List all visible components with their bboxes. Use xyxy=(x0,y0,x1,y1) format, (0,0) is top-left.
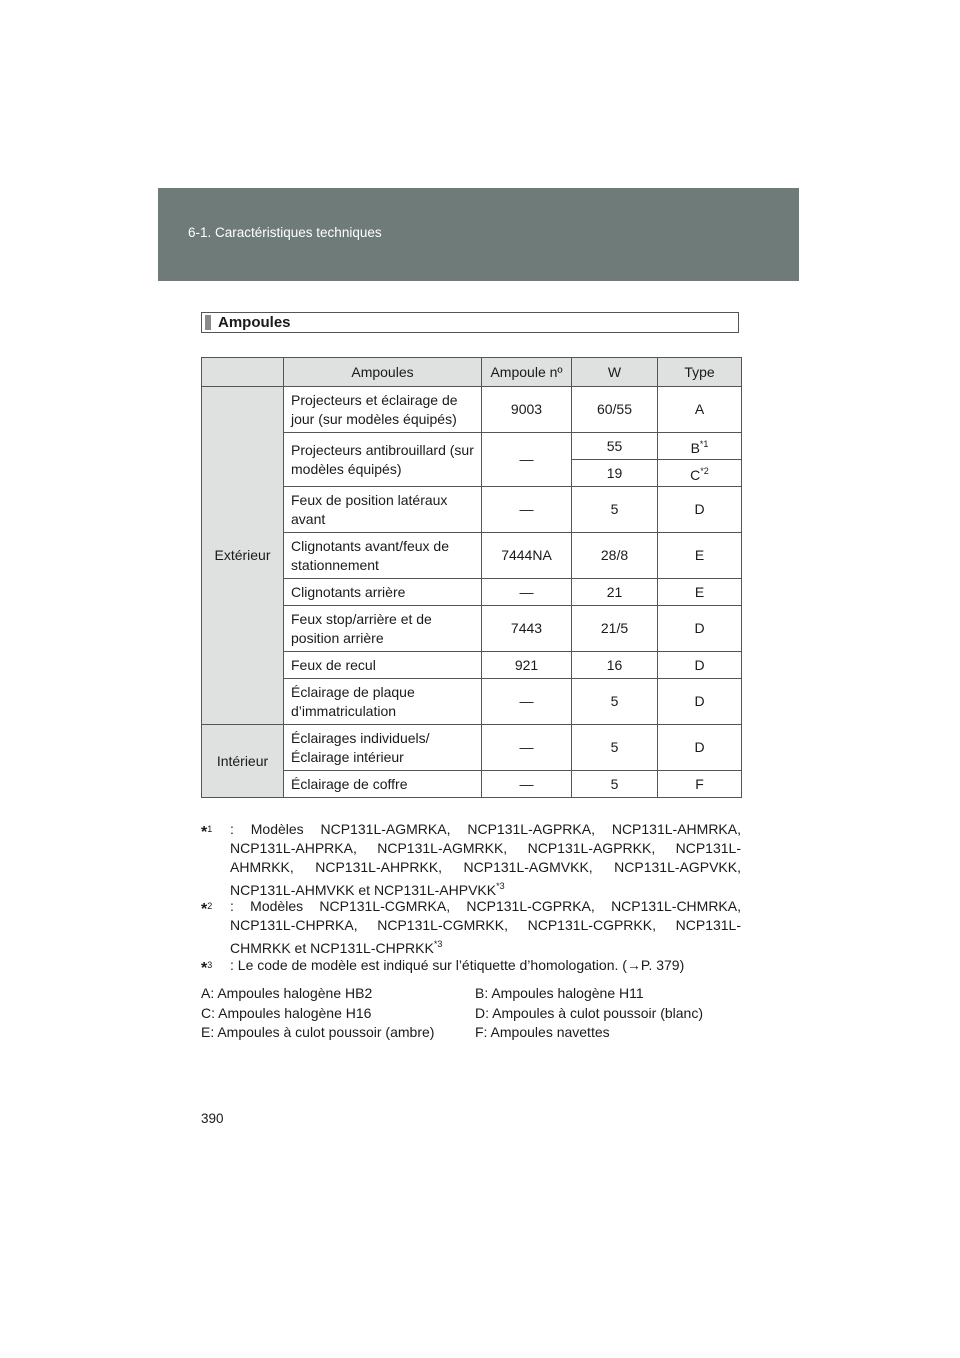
bulb-number: — xyxy=(482,433,572,487)
bulb-watt: 21/5 xyxy=(572,606,658,652)
table-header-row xyxy=(202,358,742,387)
legend-item: B: Ampoules halogène H11 xyxy=(475,985,644,1001)
bulb-name: Feux stop/arrière et de position arrière xyxy=(284,606,482,652)
bulb-number: — xyxy=(482,725,572,771)
type-legend xyxy=(201,984,741,1043)
bulb-type: E xyxy=(658,579,742,606)
bulb-name: Projecteurs et éclairage de jour (sur modèles équipés) xyxy=(284,387,482,433)
bulb-number: — xyxy=(482,487,572,533)
footnote-number: 1 xyxy=(207,824,213,834)
bulb-type: D xyxy=(658,679,742,725)
asterisk: * xyxy=(201,960,208,977)
type-letter: B xyxy=(690,439,700,456)
bulb-number: 7444NA xyxy=(482,533,572,579)
footnote-mark xyxy=(201,820,212,842)
bulb-name: Éclairages individuels/ Éclairage intérieur xyxy=(284,725,482,771)
bulb-watt: 5 xyxy=(572,487,658,533)
bulb-name: Éclairage de plaque d’immatriculation xyxy=(284,679,482,725)
legend-row xyxy=(201,984,741,1004)
bulb-name: Feux de recul xyxy=(284,652,482,679)
legend-item: D: Ampoules à culot poussoir (blanc) xyxy=(475,1004,703,1021)
bulb-number: 7443 xyxy=(482,606,572,652)
bulb-number: — xyxy=(482,771,572,798)
footnote-mark xyxy=(201,956,212,978)
footnote-body: : Modèles NCP131L-AGMRKA, NCP131L-AGPRKA, NCP131L-AHMRKA, NCP131L-AHPRKA, NCP131L-AGMRKK, NCP131L-AGPRKK, NCP131L-AHMRKK, NCP131L-AHPRKK, NCP131L-AGMVKK, NCP131L-AGPVKK, NCP131L-AHMVKK et NCP131L-AHPVKK xyxy=(230,821,741,898)
footnote-mark xyxy=(201,897,212,919)
header-cell: Ampoules xyxy=(284,358,482,387)
bulb-number: 9003 xyxy=(482,387,572,433)
bulb-watt: 5 xyxy=(572,679,658,725)
bulb-number: — xyxy=(482,679,572,725)
bulbs-table xyxy=(201,357,742,798)
footnote-3 xyxy=(201,956,741,975)
footnote-ref: *3 xyxy=(496,881,505,891)
asterisk: * xyxy=(201,824,208,841)
footnote-ref: *2 xyxy=(700,465,709,476)
legend-row xyxy=(201,1023,741,1043)
legend-item: F: Ampoules navettes xyxy=(475,1024,610,1040)
section-heading xyxy=(201,312,739,333)
bulb-watt: 21 xyxy=(572,579,658,606)
footnote-text: : Le code de modèle est indiqué sur l’étiquette d’homologation. (→P. 379) xyxy=(230,957,685,973)
bulb-type: E xyxy=(658,533,742,579)
bulb-watt: 19 xyxy=(572,460,658,487)
footnote-text xyxy=(230,897,741,958)
bulb-name: Clignotants arrière xyxy=(284,579,482,606)
legend-item: E: Ampoules à culot poussoir (ambre) xyxy=(201,1024,435,1040)
heading-marker xyxy=(205,315,211,330)
group-interior: Intérieur xyxy=(202,725,284,798)
bulb-watt: 5 xyxy=(572,725,658,771)
bulb-watt: 55 xyxy=(572,433,658,460)
footnote-2 xyxy=(201,897,741,958)
footnote-1 xyxy=(201,820,741,900)
bulb-type: D xyxy=(658,487,742,533)
header-cell: Type xyxy=(658,358,742,387)
bulb-watt: 16 xyxy=(572,652,658,679)
bulb-type: D xyxy=(658,725,742,771)
bulb-type: A xyxy=(658,387,742,433)
bulb-type: F xyxy=(658,771,742,798)
bulb-watt: 5 xyxy=(572,771,658,798)
bulb-name: Éclairage de coffre xyxy=(284,771,482,798)
footnote-ref: *1 xyxy=(699,438,709,449)
bulb-type: D xyxy=(658,652,742,679)
legend-item: C: Ampoules halogène H16 xyxy=(201,1004,372,1021)
header-cell: Ampoule nº xyxy=(482,358,572,387)
type-letter: C xyxy=(690,466,701,483)
bulb-type: D xyxy=(658,606,742,652)
chapter-header xyxy=(158,188,799,281)
footnote-body: : Modèles NCP131L-CGMRKA, NCP131L-CGPRKA, NCP131L-CHMRKA, NCP131L-CHPRKA, NCP131L-CGMRKK, NCP131L-CGPRKK, NCP131L-CHMRKK et NCP131L-CHPRKK xyxy=(230,898,741,956)
heading-label: Ampoules xyxy=(218,314,291,331)
bulb-type xyxy=(658,460,742,487)
section-title: 6-1. Caractéristiques techniques xyxy=(188,225,382,240)
group-exterior: Extérieur xyxy=(202,387,284,725)
table-row xyxy=(202,387,742,433)
legend-item: A: Ampoules halogène HB2 xyxy=(201,985,373,1001)
footnote-ref: *3 xyxy=(433,939,443,949)
asterisk: * xyxy=(201,901,208,918)
bulb-name: Clignotants avant/feux de stationnement xyxy=(284,533,482,579)
bulb-type xyxy=(658,433,742,460)
bulb-name: Projecteurs antibrouillard (sur modèles équipés) xyxy=(284,433,482,487)
bulb-watt: 28/8 xyxy=(572,533,658,579)
bulb-name: Feux de position latéraux avant xyxy=(284,487,482,533)
bulb-number: 921 xyxy=(482,652,572,679)
page-number: 390 xyxy=(201,1111,224,1126)
header-cell xyxy=(202,358,284,387)
footnote-text xyxy=(230,820,741,900)
table-row xyxy=(202,725,742,771)
footnote-number: 3 xyxy=(207,960,213,970)
bulb-number: — xyxy=(482,579,572,606)
footnote-number: 2 xyxy=(207,901,213,911)
legend-row xyxy=(201,1004,741,1024)
header-cell: W xyxy=(572,358,658,387)
bulb-watt: 60/55 xyxy=(572,387,658,433)
